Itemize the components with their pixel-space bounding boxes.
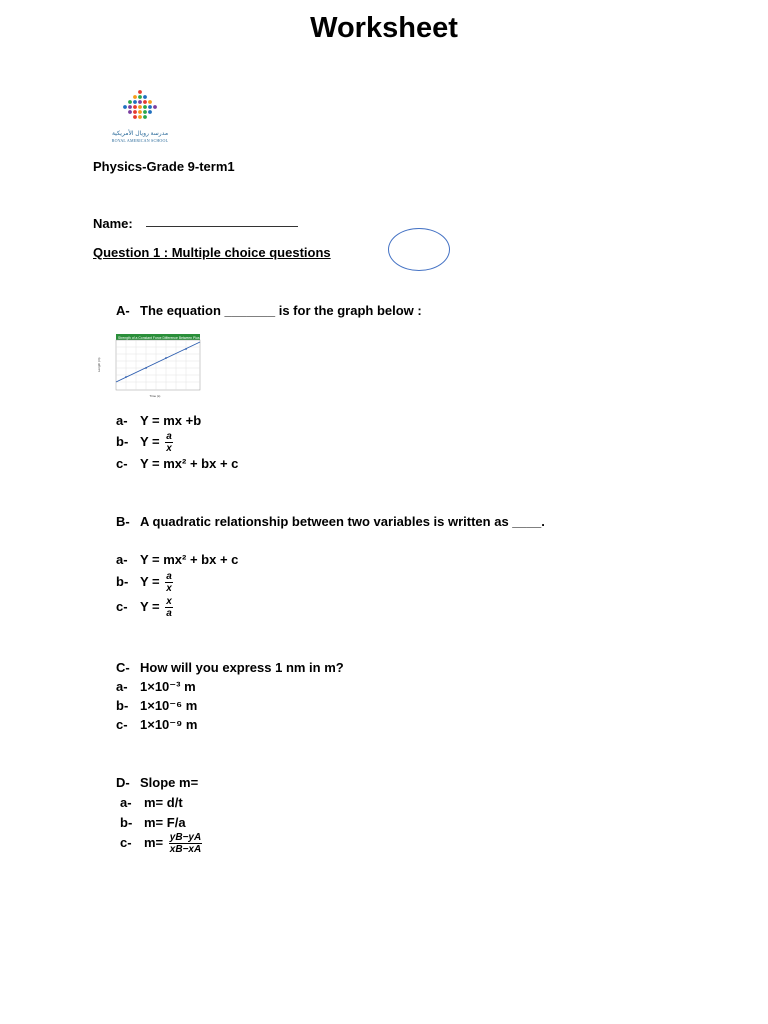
logo-dot (148, 100, 152, 104)
logo-dot (138, 95, 142, 99)
logo-dot (133, 105, 137, 109)
question-b (116, 514, 545, 529)
logo-dot (148, 105, 152, 109)
subject-line: Physics-Grade 9-term1 (93, 159, 235, 174)
name-label: Name: (93, 216, 133, 231)
option-letter: b- (116, 433, 129, 449)
logo-dot (128, 110, 132, 114)
option-letter: a- (116, 413, 128, 428)
option-text: 1×10⁻⁶ m (140, 698, 198, 713)
question-d-option-b[interactable] (120, 815, 186, 830)
logo-dot (123, 105, 127, 109)
logo-dot (143, 115, 147, 119)
option-letter: b- (116, 573, 129, 589)
fraction (169, 832, 202, 855)
fraction-numerator: x (166, 596, 172, 607)
logo-dot (138, 90, 142, 94)
question-c-option-a[interactable] (116, 679, 196, 695)
fraction-denominator: a (166, 608, 172, 619)
option-letter: a- (116, 552, 128, 567)
logo-dot (133, 95, 137, 99)
logo-dot (153, 105, 157, 109)
worksheet-title: Worksheet (310, 12, 458, 44)
graph-y-label: Length (m) (97, 357, 101, 372)
logo-dot (128, 105, 132, 109)
fraction-numerator: a (166, 571, 172, 582)
option-letter: c- (116, 717, 128, 732)
question-b-letter: B- (116, 514, 130, 529)
question-b-text: A quadratic relationship between two variables is written as ____. (140, 514, 545, 529)
option-text: Y = mx² + bx + c (140, 456, 239, 471)
question-d-option-a[interactable] (120, 795, 183, 810)
question-b-option-b[interactable] (116, 571, 173, 594)
question-a (116, 303, 422, 318)
logo-dot (143, 110, 147, 114)
option-letter: b- (120, 815, 133, 830)
graph-title: Strength of a Constant Force Difference Between Plus And Time (118, 336, 215, 340)
option-text: m= F/a (144, 815, 186, 830)
question-c-letter: C- (116, 660, 130, 675)
school-logo (96, 88, 184, 142)
annotation-circle (388, 228, 450, 271)
logo-dot (143, 95, 147, 99)
graph-plot-area (116, 340, 200, 390)
question-b-option-a[interactable] (116, 552, 238, 567)
question-heading: Question 1 : Multiple choice questions (93, 245, 331, 260)
logo-dot (128, 100, 132, 104)
logo-emblem-icon (96, 88, 184, 128)
logo-dot (138, 105, 142, 109)
question-a-option-a[interactable] (116, 413, 201, 428)
logo-dot (133, 115, 137, 119)
option-text: m= d/t (144, 795, 183, 810)
question-a-graph (93, 332, 215, 400)
question-b-option-c[interactable] (116, 596, 173, 619)
logo-dot (148, 110, 152, 114)
question-a-letter: A- (116, 303, 130, 318)
fraction (165, 571, 173, 594)
option-letter: c- (120, 834, 132, 850)
logo-dot (133, 100, 137, 104)
option-text: Y = mx +b (140, 413, 202, 428)
logo-dot (143, 105, 147, 109)
question-d-option-c[interactable] (120, 832, 202, 855)
logo-dot (133, 110, 137, 114)
question-d (116, 775, 198, 790)
option-letter: c- (116, 598, 128, 614)
option-text: Y = (140, 598, 160, 614)
graph-x-label: Time (s) (149, 394, 161, 398)
logo-english-text: ROYAL AMERICAN SCHOOL (111, 138, 169, 143)
fraction-numerator: yB−yA (169, 832, 202, 843)
logo-dot (138, 100, 142, 104)
option-text: Y = (140, 573, 160, 589)
fraction-denominator: x (166, 443, 172, 454)
logo-arabic-text: مدرسة رويال الأمريكية (111, 131, 169, 137)
question-d-letter: D- (116, 775, 130, 790)
fraction (165, 596, 173, 619)
question-c-option-b[interactable] (116, 698, 197, 714)
option-letter: a- (120, 795, 132, 810)
question-c (116, 660, 344, 675)
fraction-denominator: x (166, 583, 172, 594)
question-a-text: The equation _______ is for the graph below : (140, 303, 422, 318)
option-letter: b- (116, 698, 129, 713)
option-text: 1×10⁻⁹ m (140, 717, 198, 732)
question-d-text: Slope m= (140, 775, 199, 790)
option-text: m= (144, 834, 164, 850)
option-text: Y = mx² + bx + c (140, 552, 239, 567)
fraction-numerator: a (166, 431, 172, 442)
logo-dot (138, 110, 142, 114)
option-letter: c- (116, 456, 128, 471)
question-a-option-b[interactable] (116, 431, 173, 454)
question-a-option-c[interactable] (116, 456, 238, 471)
logo-dot (143, 100, 147, 104)
option-letter: a- (116, 679, 128, 694)
question-c-option-c[interactable] (116, 717, 197, 733)
logo-dot (138, 115, 142, 119)
option-text: Y = (140, 433, 160, 449)
option-text: 1×10⁻³ m (140, 679, 196, 694)
question-c-text: How will you express 1 nm in m? (140, 660, 344, 675)
fraction (165, 431, 173, 454)
name-field-line[interactable] (146, 226, 298, 227)
fraction-denominator: xB−xA (169, 844, 202, 855)
